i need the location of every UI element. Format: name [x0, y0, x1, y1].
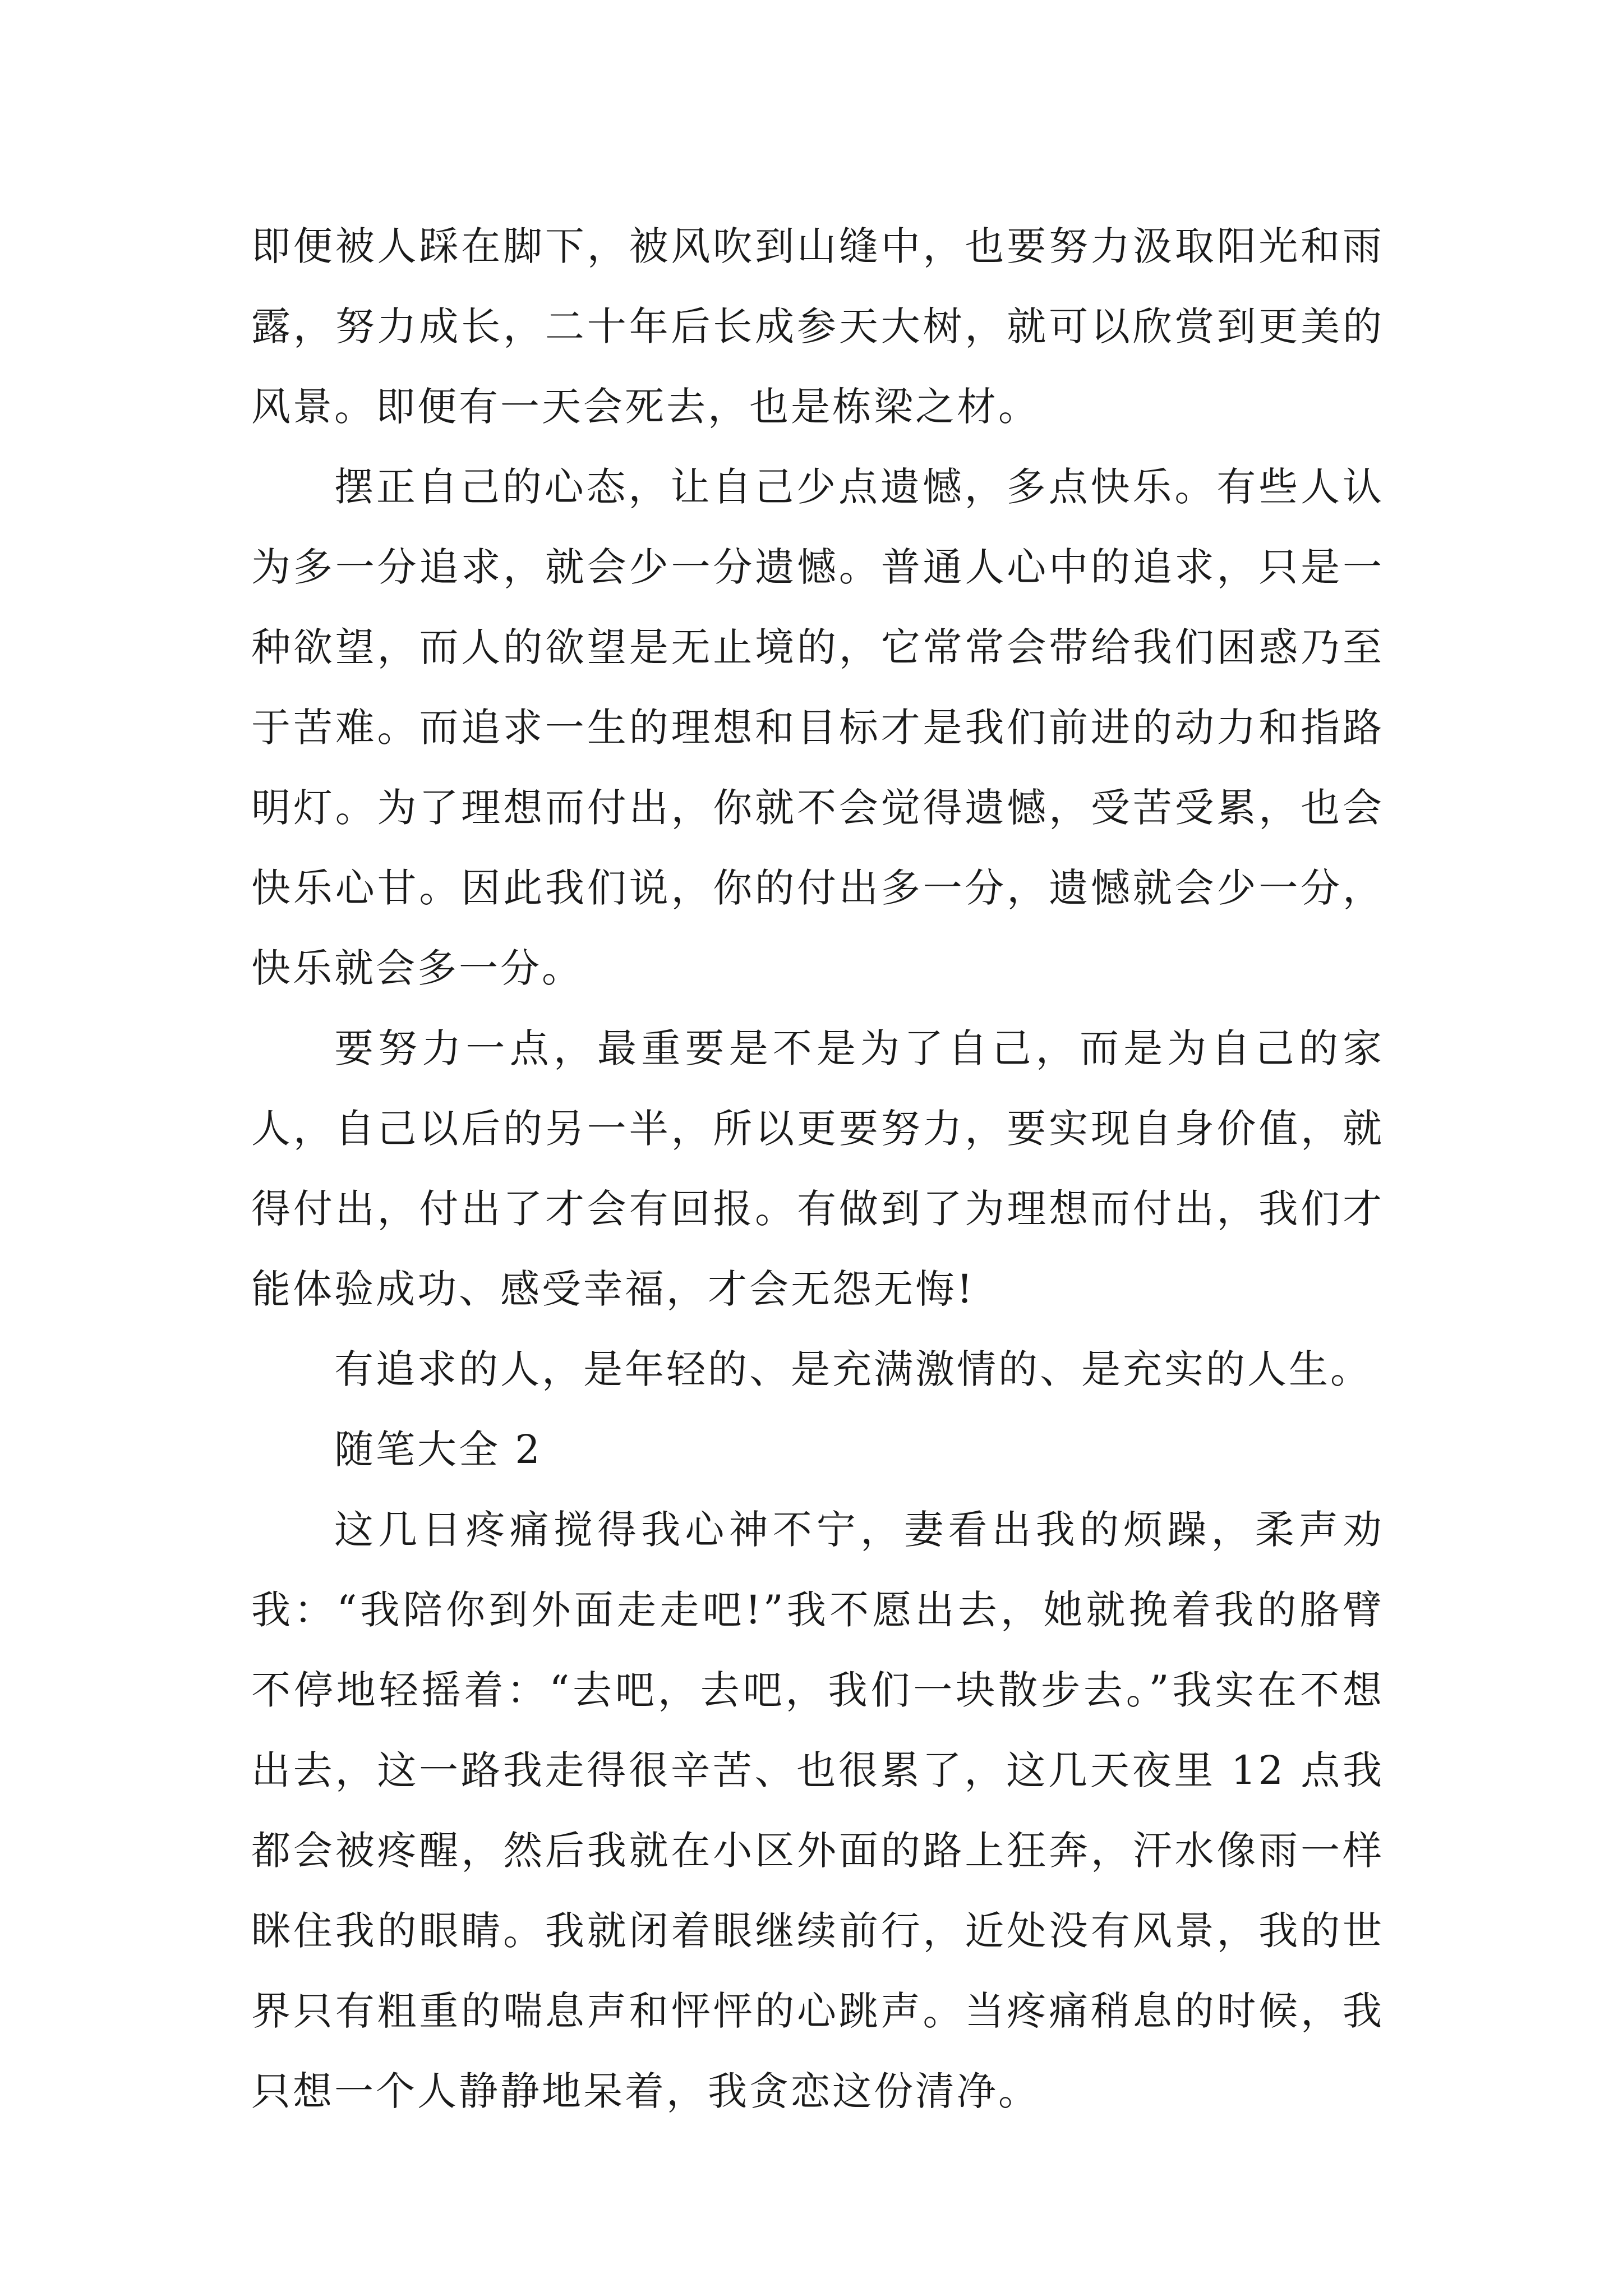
document-body: [251, 206, 1384, 2132]
paragraph-continued: 即便被人踩在脚下，被风吹到山缝中，也要努力汲取阳光和雨露，努力成长，二十年后长成参天大树，就可以欣赏到更美的风景。即便有一天会死去，也是栋梁之材。: [251, 223, 1384, 430]
section-heading: 随笔大全 2: [334, 1427, 542, 1473]
paragraph: 有追求的人，是年轻的、是充满激情的、是充实的人生。: [334, 1346, 1372, 1392]
paragraph: 这几日疼痛搅得我心神不宁，妻看出我的烦躁，柔声劝我：“我陪你到外面走走吧!”我不愿出去，她就挽着我的胳臂不停地轻摇着：“去吧，去吧，我们一块散步去。”我实在不想出去，这一路我走得很辛苦、也很累了，这几天夜里 12 点我都会被疼醒，然后我就在小区外面的路上狂奔，汗水像雨一样眯住我的眼睛。我就闭着眼继续前行，近处没有风景，我的世界只有粗重的喘息声和怦怦的心跳声。当疼痛稍息的时候，我只想一个人静静地呆着，我贪恋这份清净。: [251, 1507, 1384, 2114]
paragraph: 摆正自己的心态，让自己少点遗憾，多点快乐。有些人认为多一分追求，就会少一分遗憾。普通人心中的追求，只是一种欲望，而人的欲望是无止境的，它常常会带给我们困惑乃至于苦难。而追求一生的理想和目标才是我们前进的动力和指路明灯。为了理想而付出，你就不会觉得遗憾，受苦受累，也会快乐心甘。因此我们说，你的付出多一分，遗憾就会少一分，快乐就会多一分。: [251, 464, 1384, 991]
paragraph: 要努力一点，最重要是不是为了自己，而是为自己的家人，自己以后的另一半，所以更要努力，要实现自身价值，就得付出，付出了才会有回报。有做到了为理想而付出，我们才能体验成功、感受幸福，才会无怨无悔!: [251, 1025, 1384, 1312]
